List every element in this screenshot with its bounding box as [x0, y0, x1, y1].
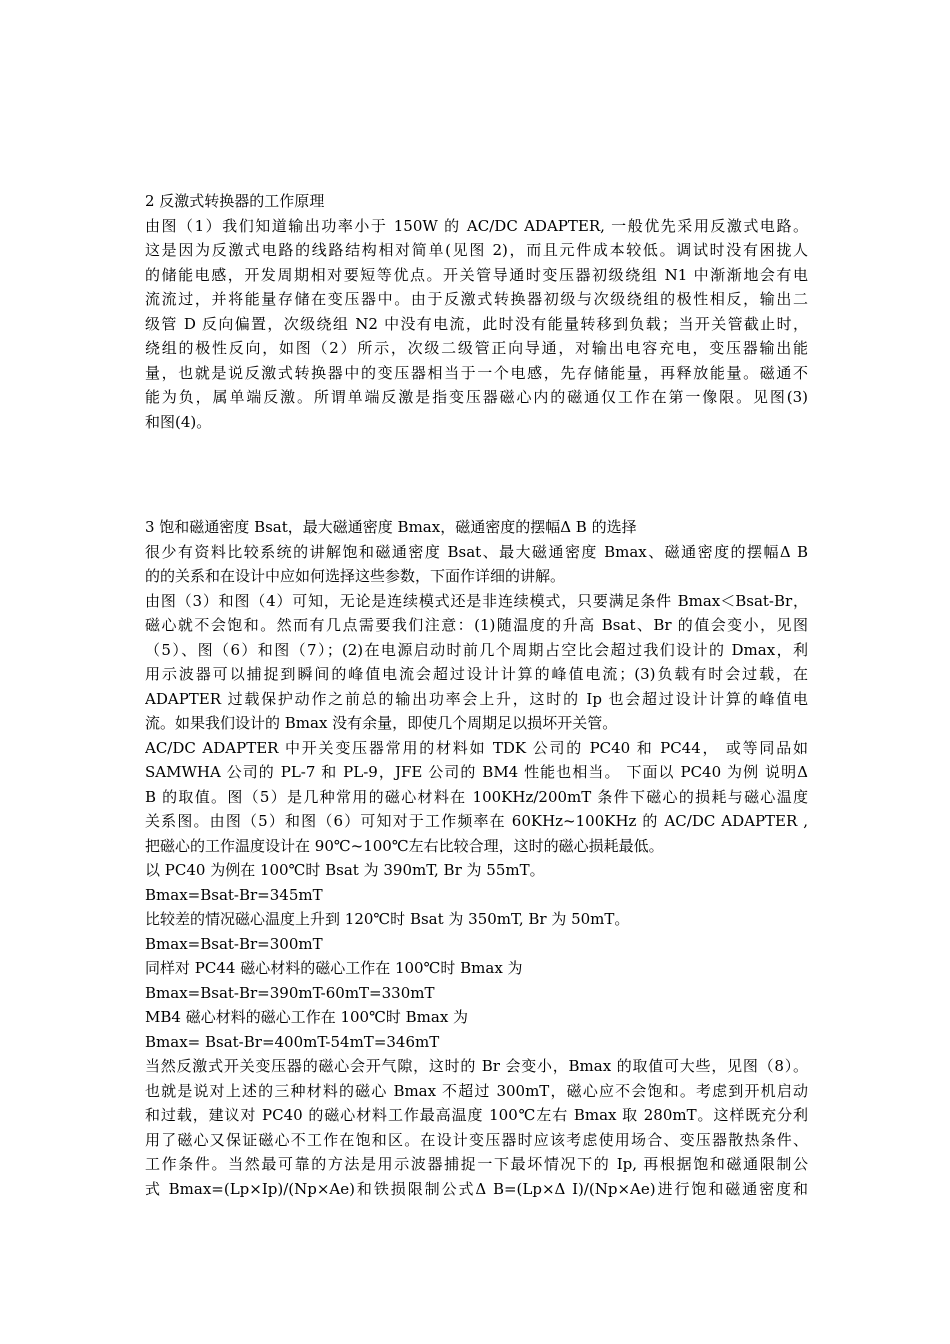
paragraph-line: 用了磁心又保证磁心不工作在饱和区。在设计变压器时应该考虑使用场合、变压器散热条件、 — [145, 1130, 808, 1149]
paragraph-line: 磁心就不会饱和。然而有几点需要我们注意：(1)随温度的升高 Bsat、Br 的值会变小，见图 — [145, 616, 808, 634]
formula-line: Bmax=Bsat-Br=300mT — [145, 934, 323, 953]
paragraph-line: 这是因为反激式电路的线路结构相对简单(见图 2)，而且元件成本较低。调试时没有困拢人 — [145, 241, 808, 259]
paragraph-line: 以 PC40 为例在 100℃时 Bsat 为 390mT, Br 为 55mT。 — [145, 861, 545, 879]
paragraph-line: 由图（3）和图（4）可知，无论是连续模式还是非连续模式，只要满足条件 Bmax＜Bsat-Br， — [145, 591, 808, 610]
paragraph-line: 流流过，并将能量存储在变压器中。由于反激式转换器初级与次级绕组的极性相反，输出二 — [145, 290, 808, 308]
paragraph-line: SAMWHA 公司的 PL-7 和 PL-9，JFE 公司的 BM4 性能也相当。 下面以 PC40 为例 说明Δ — [145, 763, 808, 781]
paragraph-line: AC/DC ADAPTER 中开关变压器常用的材料如 TDK 公司的 PC40 和 PC44， 或等同品如 — [145, 738, 808, 757]
paragraph-line: MB4 磁心材料的磁心工作在 100℃时 Bmax 为 — [145, 1008, 469, 1026]
paragraph-line: ADAPTER 过载保护动作之前总的输出功率会上升，这时的 Ip 也会超过设计计算的峰值电 — [145, 689, 808, 708]
paragraph-line: 的储能电感，开发周期相对要短等优点。开关管导通时变压器初级绕组 N1 中渐渐地会有电 — [145, 265, 808, 284]
paragraph-line: 也就是说对上述的三种材料的磁心 Bmax 不超过 300mT，磁心应不会饱和。考虑到开机启动 — [145, 1081, 808, 1100]
formula-line: Bmax=Bsat-Br=345mT — [145, 885, 323, 904]
paragraph-line: 当然反激式开关变压器的磁心会开气隙，这时的 Br 会变小，Bmax 的取值可大些，见图（8）。 — [145, 1057, 808, 1075]
paragraph-line: 很少有资料比较系统的讲解饱和磁通密度 Bsat、最大磁通密度 Bmax、磁通密度的摆幅Δ B — [145, 542, 808, 561]
paragraph-line: 用示波器可以捕捉到瞬间的峰值电流会超过设计计算的峰值电流；(3)负载有时会过载，在 — [145, 665, 808, 683]
paragraph-line: 式 Bmax=(Lp×Ip)/(Np×Ae)和铁损限制公式Δ B=(Lp×Δ I)/(Np×Ae)进行饱和磁通密度和 — [145, 1179, 808, 1198]
paragraph-line: 由图（1）我们知道输出功率小于 150W 的 AC/DC ADAPTER, 一般优先采用反激式电路。 — [145, 216, 808, 235]
paragraph-line: （5）、图（6）和图（7）；(2)在电源启动时前几个周期占空比会超过我们设计的 Dmax，利 — [145, 640, 808, 659]
paragraph-line: 能为负，属单端反激。所谓单端反激是指变压器磁心内的磁通仅工作在第一像限。见图(3) — [145, 388, 808, 406]
section-heading: 3 饱和磁通密度 Bsat，最大磁通密度 Bmax，磁通密度的摆幅Δ B 的选择 — [145, 518, 637, 536]
paragraph-line: 把磁心的工作温度设计在 90℃~100℃左右比较合理，这时的磁心损耗最低。 — [145, 836, 664, 855]
paragraph-line: 和过载，建议对 PC40 的磁心材料工作最高温度 100℃左右 Bmax 取 280mT。这样既充分利 — [145, 1106, 808, 1124]
paragraph-line: 关系图。由图（5）和图（6）可知对于工作频率在 60KHz~100KHz 的 AC/DC ADAPTER , — [145, 812, 808, 830]
paragraph-line: B 的取值。图（5）是几种常用的磁心材料在 100KHz/200mT 条件下磁心的损耗与磁心温度 — [145, 787, 808, 806]
paragraph-line: 和图(4)。 — [145, 412, 212, 431]
formula-line: Bmax=Bsat-Br=390mT-60mT=330mT — [145, 983, 435, 1002]
paragraph-line: 绕组的极性反向，如图（2）所示，次级二级管正向导通，对输出电容充电，变压器输出能 — [145, 339, 808, 357]
section-flyback-principle — [145, 189, 808, 434]
paragraph-line: 量，也就是说反激式转换器中的变压器相当于一个电感，先存储能量，再释放能量。磁通不 — [145, 363, 808, 382]
section-flux-density — [145, 515, 808, 1201]
paragraph-line: 的的关系和在设计中应如何选择这些参数，下面作详细的讲解。 — [145, 567, 566, 585]
section-heading: 2 反激式转换器的工作原理 — [145, 192, 325, 210]
paragraph-line: 比较差的情况磁心温度上升到 120℃时 Bsat 为 350mT, Br 为 50mT。 — [145, 910, 630, 928]
paragraph-line: 级管 D 反向偏置，次级绕组 N2 中没有电流，此时没有能量转移到负载；当开关管截止时， — [145, 314, 808, 333]
paragraph-line: 同样对 PC44 磁心材料的磁心工作在 100℃时 Bmax 为 — [145, 959, 523, 977]
formula-line: Bmax= Bsat-Br=400mT-54mT=346mT — [145, 1032, 440, 1051]
paragraph-line: 工作条件。当然最可靠的方法是用示波器捕捉一下最坏情况下的 Ip, 再根据饱和磁通限制公 — [145, 1155, 808, 1173]
paragraph-line: 流。如果我们设计的 Bmax 没有余量，即使几个周期足以损坏开关管。 — [145, 714, 618, 732]
